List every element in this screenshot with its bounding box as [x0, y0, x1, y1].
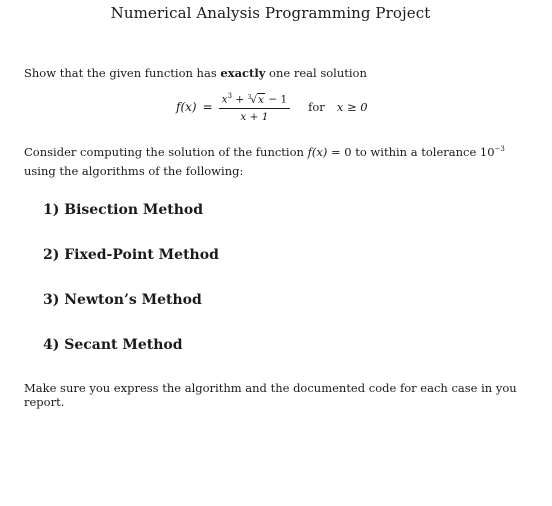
method-item-newton: 3) Newton’s Method	[43, 292, 202, 308]
numerator-power: 3	[227, 92, 233, 100]
intro-text-before: Show that the given function has	[24, 66, 221, 80]
closing-instruction: Make sure you express the algorithm and the documented code for each case in you report.	[24, 381, 517, 409]
method-list	[43, 199, 219, 379]
formula-condition	[308, 100, 367, 114]
formula-denominator: x + 1	[240, 110, 269, 123]
intro-text-after: one real solution	[265, 66, 367, 80]
method-item-bisection: 1) Bisection Method	[43, 202, 204, 218]
task-paragraph	[24, 140, 530, 181]
para-func: f(x)	[307, 144, 328, 159]
para-text-1: Consider computing the solution of the function	[24, 144, 308, 159]
for-word: for	[308, 100, 325, 115]
formula-numerator	[219, 92, 290, 109]
formula-lhs: f(x)	[176, 100, 197, 115]
radicand: x	[258, 93, 264, 106]
root-index: 3	[247, 93, 252, 101]
page-title: Numerical Analysis Programming Project	[110, 4, 431, 22]
domain-condition: x ≥ 0	[336, 100, 368, 115]
numerator-plus: +	[232, 93, 248, 106]
formula-equals: =	[202, 100, 213, 115]
intro-sentence	[24, 66, 367, 80]
method-item-fixed-point: 2) Fixed-Point Method	[43, 247, 219, 263]
formula-fraction	[219, 92, 290, 123]
method-item-secant: 4) Secant Method	[43, 337, 183, 353]
para-text-2: = 0 to within a tolerance 10	[327, 144, 495, 159]
function-formula	[176, 92, 368, 123]
para-text-3: using the algorithms of the following:	[24, 163, 244, 178]
intro-emphasis: exactly	[220, 66, 266, 80]
radical-sign-icon: √	[250, 93, 258, 106]
numerator-x: x	[221, 93, 228, 106]
numerator-minus-one: − 1	[264, 93, 288, 106]
tolerance-exponent: −3	[494, 145, 505, 153]
cube-root	[248, 94, 265, 106]
